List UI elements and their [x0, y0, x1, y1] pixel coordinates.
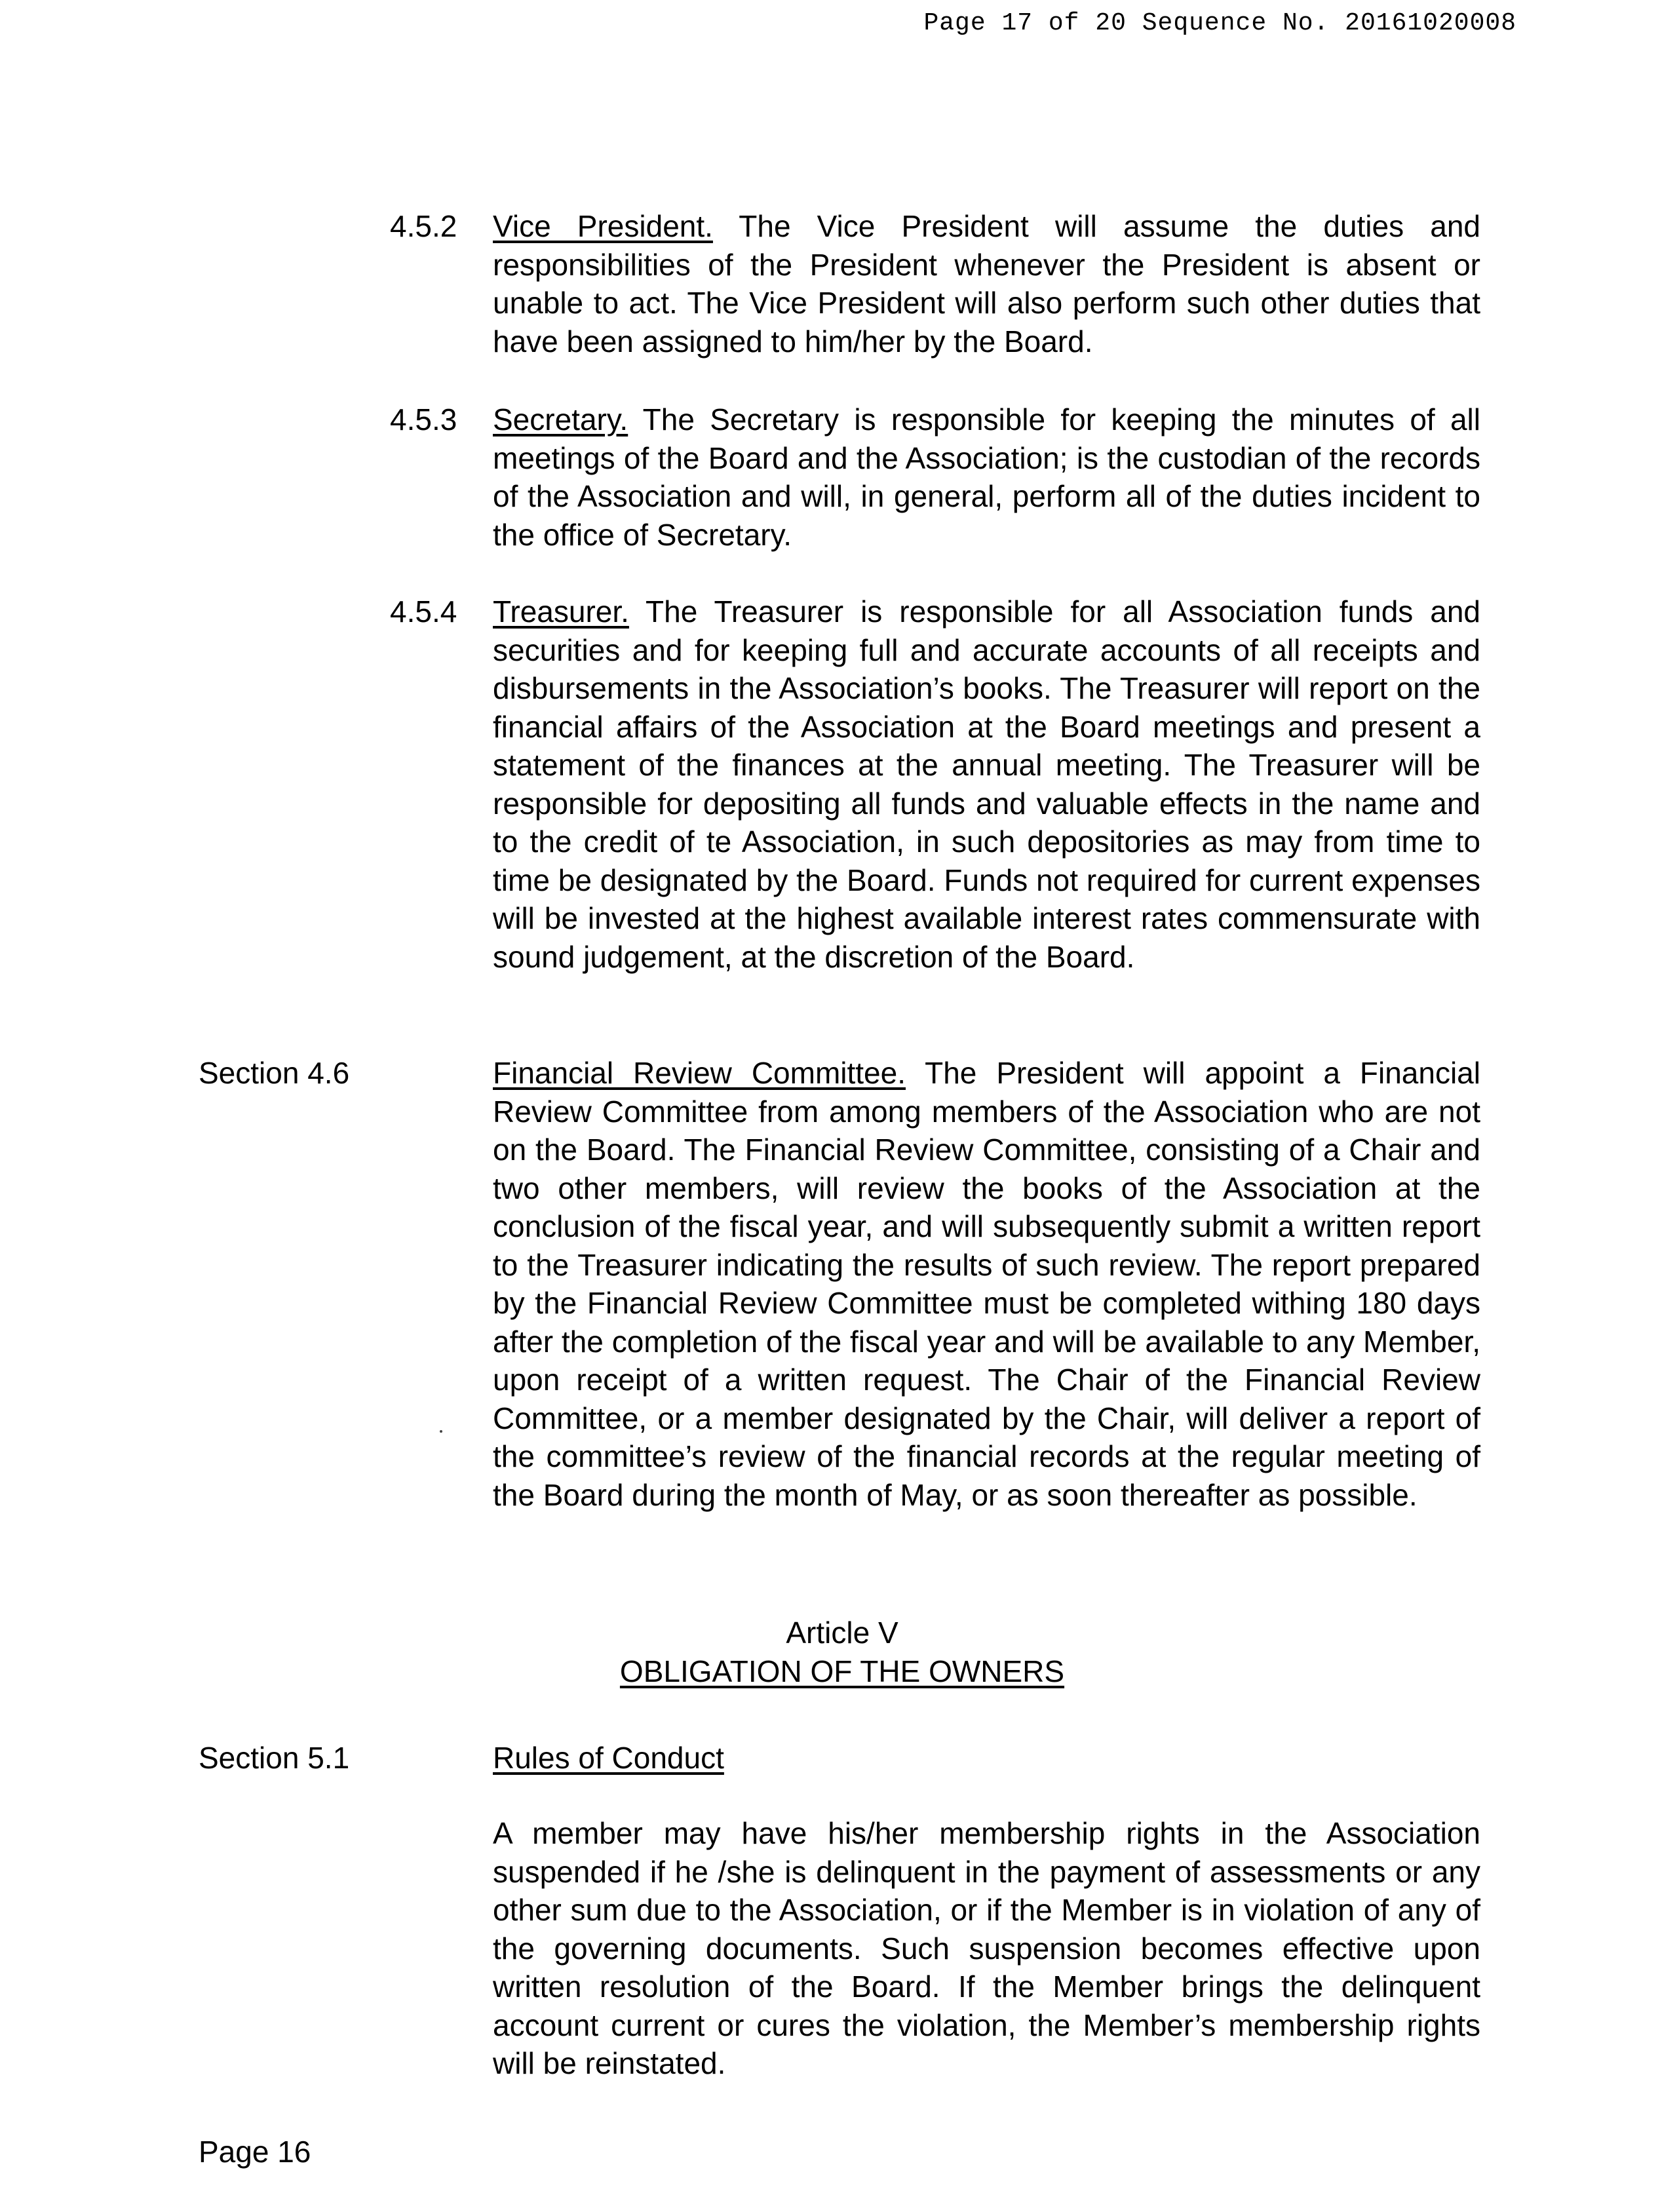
- section-heading-line: [493, 1739, 724, 1777]
- subsection-number: 4.5.4: [390, 594, 457, 629]
- page-number: Page 16: [199, 2135, 311, 2169]
- page-sequence-header: Page 17 of 20 Sequence No. 20161020008: [923, 9, 1516, 37]
- article-number: Article V: [786, 1616, 898, 1650]
- subsection-body: The Vice President will assume the duties and responsibilities of the President whenever the President is absent or unable to act. The Vice President will also perform such other duties that have been assigned to him/her by the Board.: [493, 209, 1481, 359]
- section-heading: Rules of Conduct: [493, 1741, 724, 1775]
- subsection-number: 4.5.2: [390, 209, 457, 243]
- subsection-number: 4.5.3: [390, 402, 457, 437]
- scan-speck: [440, 1430, 442, 1433]
- article-heading: [593, 1614, 1091, 1690]
- subsection-body: The Secretary is responsible for keeping the minutes of all meetings of the Board and the Association; is the custodian of the records of the Association and will, in general, perform all of the duties incident to the office of Secretary.: [493, 402, 1480, 552]
- subsection-heading: Treasurer.: [493, 594, 629, 629]
- section-body: A member may have his/her membership rights in the Association suspended if he /she is delinquent in the payment of assessments or any other sum due to the Association, or if the Member is in violation of any of the governing documents. Such suspension becomes effective upon written resolution of the Board. If the Member brings the delinquent account current or cures the violation, the Member’s membership rights will be reinstated.: [493, 1816, 1480, 2080]
- section-label: Section 4.6: [199, 1056, 350, 1090]
- section-heading: Financial Review Committee.: [493, 1056, 906, 1090]
- subsection-body: The Treasurer is responsible for all Association funds and securities and for keeping full and accurate accounts of all receipts and disbursements in the Association’s books. The Treasurer will report on the financial affairs of the Association at the Board meetings and present a statement of the finances at the annual meeting. The Treasurer will be responsible for depositing all funds and valuable effects in the name and to the credit of te Association, in such depositories as may from time to time be designated by the Board. Funds not required for current expenses will be invested at the highest available interest rates commensurate with sound judgement, at the discretion of the Board.: [493, 594, 1480, 974]
- section-body: The President will appoint a Financial Review Committee from among members of the Association who are not on the Board. The Financial Review Committee, consisting of a Chair and two other members, will review the books of the Association at the conclusion of the fiscal year, and will subsequently submit a written report to the Treasurer indicating the results of such review. The report prepared by the Financial Review Committee must be completed withing 180 days after the completion of the fiscal year and will be available to any Member, upon receipt of a written request. The Chair of the Financial Review Committee, or a member designated by the Chair, will deliver a report of the committee’s review of the financial records at the regular meeting of the Board during the month of May, or as soon thereafter as possible.: [493, 1056, 1480, 1512]
- subsection-heading: Vice President.: [493, 209, 713, 243]
- subsection-text: [493, 592, 1480, 976]
- section-label: Section 5.1: [199, 1741, 350, 1775]
- subsection-text: [493, 207, 1480, 360]
- subsection-heading: Secretary.: [493, 402, 628, 437]
- section-text: [493, 1054, 1480, 1514]
- subsection-text: [493, 400, 1480, 554]
- article-title: OBLIGATION OF THE OWNERS: [619, 1654, 1065, 1688]
